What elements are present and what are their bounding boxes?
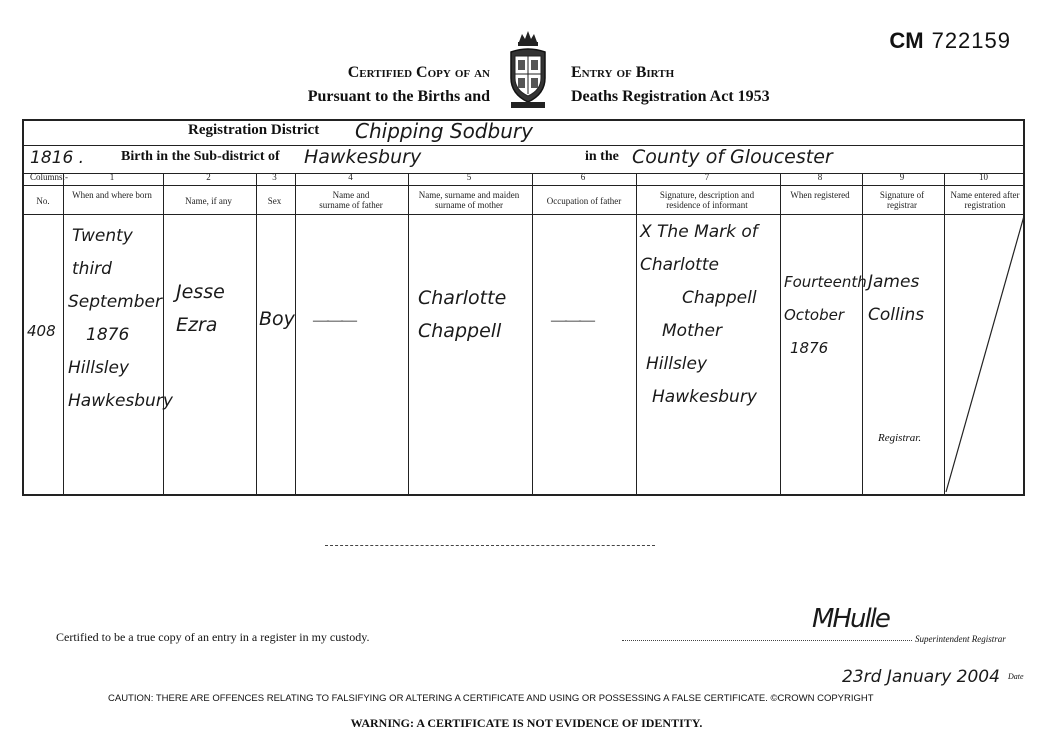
title-left-line1: Certified Copy of an [347, 64, 490, 81]
date-value: 23rd January 2004 [842, 667, 1000, 687]
royal-crest-icon [505, 28, 551, 110]
column-number-10: 10 [979, 172, 988, 182]
entry-when-where-line: Hillsley [68, 358, 130, 378]
warning-text: WARNING: A CERTIFICATE IS NOT EVIDENCE OF IDENTITY. [350, 716, 703, 730]
separator-rule [325, 545, 655, 546]
year-value: 1816 . [30, 148, 85, 168]
entry-when-where-line: Twenty [72, 226, 133, 246]
entry-father-occupation: ——— [551, 312, 593, 329]
column-number-8: 8 [817, 172, 823, 182]
date-label: Date [1008, 672, 1024, 681]
column-number-5: 5 [466, 172, 472, 182]
title-left [270, 61, 490, 109]
column-label-when-where: When and where born [72, 190, 152, 200]
registration-district-value: Chipping Sodbury [355, 119, 533, 143]
column-number-6: 6 [580, 172, 586, 182]
sub-district-value: Hawkesbury [304, 146, 422, 168]
column-label-mother: Name, surname and maiden surname of mother [418, 190, 520, 210]
entry-mother-name-line: Charlotte [418, 287, 507, 309]
entry-registrar-signature [868, 266, 944, 332]
entry-name-line: Jesse [176, 281, 225, 303]
entry-mother-name [418, 282, 530, 348]
title-right-line1: Entry of Birth [571, 64, 675, 81]
entry-informant-line: X The Mark of [640, 222, 758, 242]
county-label: in the [585, 149, 619, 164]
entry-informant-line: Chappell [682, 288, 757, 308]
entry-informant-line: Hillsley [646, 354, 708, 374]
certificate-serial: 722159 [931, 28, 1011, 53]
certified-statement: Certified to be a true copy of an entry in a register in my custody. [56, 630, 370, 644]
certificate-number [889, 28, 1011, 54]
superintendent-signature: MHulle [812, 604, 889, 634]
entry-name-line: Ezra [176, 314, 218, 336]
column-number-9: 9 [899, 172, 905, 182]
entry-name [176, 276, 256, 342]
column-number-4: 4 [348, 172, 353, 182]
entry-informant [640, 216, 780, 414]
certificate-prefix: CM [889, 28, 924, 53]
diagonal-cancel-line [944, 214, 1025, 494]
caution-text: CAUTION: THERE ARE OFFENCES RELATING TO FALSIFYING OR ALTERING A CERTIFICATE AND USING OR POSSESSING A FALSE CERTIFICATE. ©CROWN COPYRIGHT [108, 693, 874, 704]
entry-number: 408 [27, 322, 56, 340]
column-number-1: 1 [109, 172, 115, 182]
column-label-informant: Signature, description and residence of informant [659, 190, 755, 210]
column-label-occupation: Occupation of father [546, 196, 622, 206]
column-label-no: No. [36, 196, 50, 206]
columns-label: Columns:- [30, 172, 69, 182]
entry-when-where-line: September [68, 292, 162, 312]
registrar-label: Registrar. [878, 432, 922, 444]
column-number-3: 3 [272, 172, 277, 182]
column-label-when-registered: When registered [790, 190, 850, 200]
title-right [571, 61, 831, 109]
sub-district-label: Birth in the Sub-district of [121, 149, 280, 164]
superintendent-label: Superintendent Registrar [915, 634, 1006, 644]
column-label-name-after: Name entered after registration [950, 190, 1020, 210]
entry-father-name: ——— [313, 312, 355, 329]
entry-informant-line: Charlotte [640, 255, 719, 275]
column-label-registrar-signature: Signature of registrar [879, 190, 925, 210]
entry-registrar-signature-line: James [868, 272, 920, 292]
entry-when-where-line: Hawkesbury [68, 391, 173, 411]
entry-when-registered-line: October [784, 306, 845, 324]
column-label-name: Name, if any [185, 196, 232, 206]
registration-district-label: Registration District [188, 122, 320, 138]
column-label-sex: Sex [267, 196, 282, 206]
column-number-7: 7 [704, 172, 710, 182]
entry-mother-name-line: Chappell [418, 320, 502, 342]
entry-when-where-line: third [72, 259, 112, 279]
title-left-line2: Pursuant to the Births and [307, 88, 490, 105]
entry-when-registered-line: 1876 [790, 339, 829, 357]
entry-informant-line: Mother [662, 321, 722, 341]
signature-line [622, 640, 912, 641]
entry-informant-line: Hawkesbury [652, 387, 757, 407]
entry-registrar-signature-line: Collins [868, 305, 925, 325]
column-label-father: Name and surname of father [319, 190, 383, 210]
entry-when-registered-line: Fourteenth [784, 273, 867, 291]
entry-when-where [68, 220, 173, 418]
entry-sex: Boy [259, 308, 295, 330]
column-number-2: 2 [206, 172, 211, 182]
county-value: County of Gloucester [632, 146, 833, 168]
entry-when-registered [784, 266, 867, 365]
title-right-line2: Deaths Registration Act 1953 [571, 88, 770, 105]
entry-when-where-line: 1876 [86, 325, 130, 345]
